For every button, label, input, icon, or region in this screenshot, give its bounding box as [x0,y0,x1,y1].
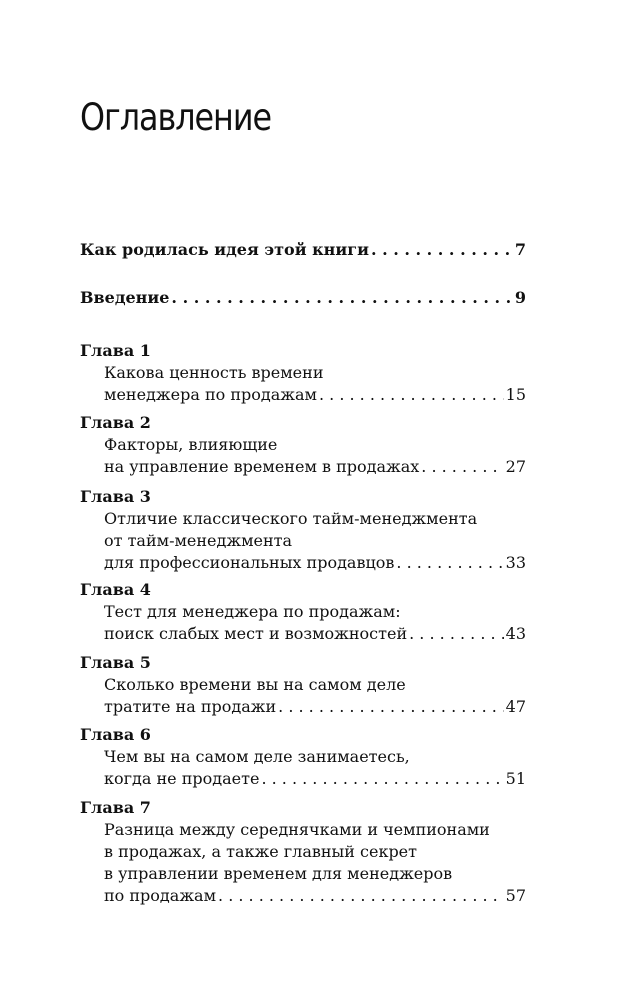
dot-leader [218,885,504,907]
toc-chapter-4[interactable] [80,579,526,645]
chapter-title-line: Тест для менеджера по продажам: [104,602,401,621]
chapter-title-line: Чем вы на самом деле занимаетесь, [104,747,410,766]
chapter-label: Глава 7 [80,798,151,817]
chapter-title-line: когда не продаете [104,769,260,788]
chapter-label: Глава 2 [80,413,151,432]
chapter-title-line: менеджера по продажам [104,385,317,404]
toc-page-number: 33 [505,553,526,572]
chapter-title-line: поиск слабых мест и возможностей [104,624,408,643]
toc-chapter-1[interactable] [80,340,526,406]
toc-entry-title: Как родилась идея этой книги [80,240,369,259]
chapter-title-line: тратите на продажи [104,697,277,716]
dot-leader [409,623,504,645]
dot-leader [396,552,503,574]
chapter-label: Глава 6 [80,725,151,744]
toc-page-number: 43 [505,624,526,643]
chapter-title-line: от тайм-менеджмента [104,531,293,550]
chapter-label: Глава 1 [80,341,151,360]
toc-page-number: 7 [514,240,526,259]
toc-page-number: 27 [505,457,526,476]
toc-page-number: 47 [505,697,526,716]
toc-entry-front-2[interactable] [80,286,526,310]
toc-entry-title: Введение [80,288,170,307]
dot-leader [421,456,503,478]
toc-entry-front-1[interactable] [80,238,526,262]
chapter-title-line: Факторы, влияющие [104,435,278,454]
chapter-label: Глава 5 [80,653,151,672]
toc-page-number: 15 [505,385,526,404]
chapter-title-line: для профессиональных продавцов [104,553,395,572]
dot-leader [261,768,503,790]
toc-chapter-7[interactable] [80,797,526,907]
toc-chapter-2[interactable] [80,412,526,478]
chapter-title-line: в управлении временем для менеджеров [104,864,453,883]
toc-chapter-5[interactable] [80,652,526,718]
toc-page-number: 51 [505,769,526,788]
toc-chapter-6[interactable] [80,724,526,790]
chapter-title-line: Сколько времени вы на самом деле [104,675,406,694]
dot-leader [319,384,504,406]
chapter-title-line: в продажах, а также главный секрет [104,842,417,861]
chapter-title-line: по продажам [104,886,217,905]
page-title: Оглавление [80,96,272,139]
chapter-label: Глава 4 [80,580,151,599]
dot-leader [171,286,512,310]
toc-chapter-3[interactable] [80,486,526,574]
chapter-title-line: на управление временем в продажах [104,457,420,476]
chapter-title-line: Разница между середнячками и чемпионами [104,820,490,839]
toc-page-number: 57 [505,886,526,905]
dot-leader [278,696,503,718]
dot-leader [371,238,513,262]
chapter-title-line: Отличие классического тайм-менеджмента [104,509,478,528]
chapter-title-line: Какова ценность времени [104,363,324,382]
toc-page-number: 9 [514,288,526,307]
chapter-label: Глава 3 [80,487,151,506]
